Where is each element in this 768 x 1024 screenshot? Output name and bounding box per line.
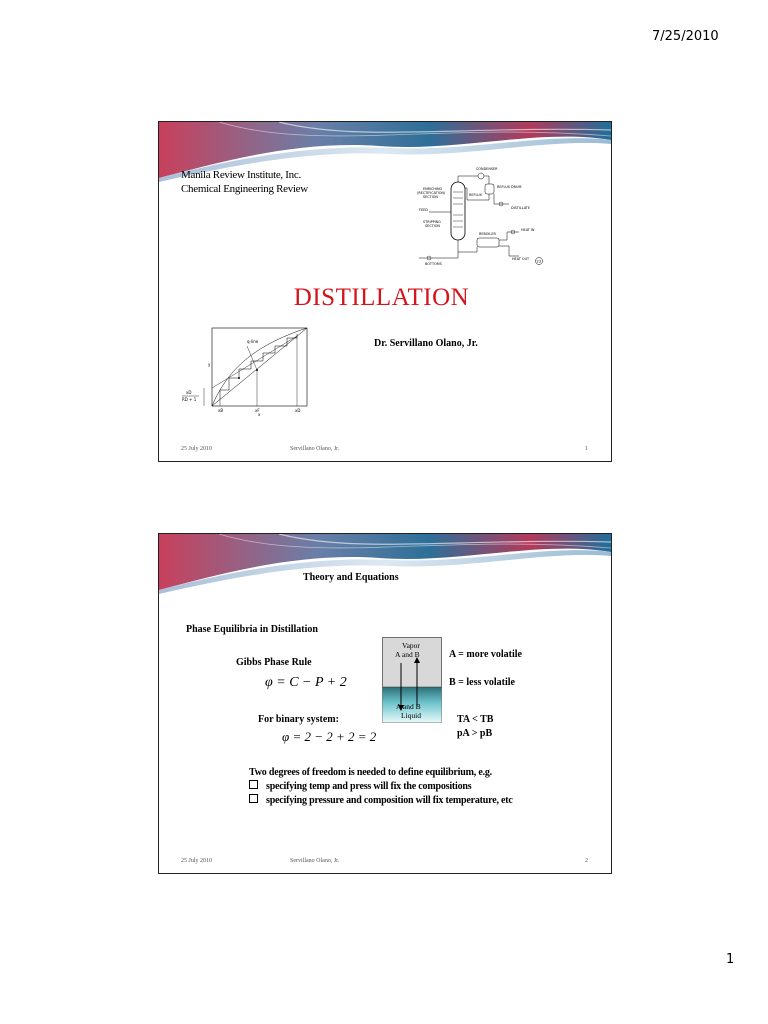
label-reflux-drum: REFLUX DRUM [497, 185, 522, 189]
label-reflux: REFLUX [469, 193, 482, 197]
label-condenser: CONDENSER [476, 167, 498, 171]
label-bottoms: BOTTOMS [425, 262, 442, 266]
vessel-vapor-ab: A and B [395, 650, 420, 659]
label-stripping-section: SECTION [425, 224, 440, 228]
institute-heading [181, 168, 308, 196]
slide-title: Theory and Equations [303, 572, 399, 583]
gibbs-equation: φ = C − P + 2 [265, 675, 347, 690]
graph-x-label: x [258, 412, 261, 416]
gibbs-label: Gibbs Phase Rule [236, 657, 312, 668]
label-stripping: STRIPPING [423, 220, 441, 224]
slide-2 [158, 533, 612, 874]
checkbox-bullet-icon [249, 780, 258, 789]
institute-name: Manila Review Institute, Inc. [181, 169, 301, 181]
graph-xb-label: xB [218, 408, 224, 413]
vapor-liquid-vessel [382, 637, 442, 723]
bullet-item [249, 794, 513, 806]
footer-author: Servillano Olano, Jr. [290, 858, 340, 864]
label-enriching: ENRICHING [423, 187, 443, 191]
bullet-text: specifying temp and press will fix the compositions [266, 781, 472, 792]
label-reboiler: REBOILER [479, 232, 496, 236]
label-heat-out: HEAT OUT [512, 257, 530, 261]
page-number: 1 [726, 952, 735, 967]
slide-1 [158, 121, 612, 462]
footer-slide-number: 2 [585, 858, 588, 864]
binary-label: For binary system: [258, 714, 339, 725]
slide-author: Dr. Servillano Olano, Jr. [374, 338, 478, 349]
graph-intercept-num: xD [186, 390, 192, 395]
graph-y-label: y [208, 362, 211, 367]
label-heat-in: HEAT IN [521, 228, 535, 232]
pressure-relation: pA > pB [457, 728, 493, 739]
graph-intercept-den: RD + 1 [182, 397, 197, 402]
degrees-of-freedom-text: Two degrees of freedom is needed to define equilibrium, e.g. [249, 767, 492, 778]
vessel-liquid-label: Liquid [401, 711, 421, 720]
footer-date: 25 July 2010 [181, 446, 213, 452]
slide-banner [159, 534, 611, 594]
binary-equation: φ = 2 − 2 + 2 = 2 [282, 729, 377, 744]
footer-author: Servillano Olano, Jr. [290, 446, 340, 452]
graph-xf-label: xF [255, 408, 260, 413]
page-date: 7/25/2010 [652, 29, 719, 44]
footer-date: 25 July 2010 [181, 858, 213, 864]
footer-slide-number: 1 [585, 446, 588, 452]
course-name: Chemical Engineering Review [181, 183, 308, 195]
checkbox-bullet-icon [249, 794, 258, 803]
b-volatile-text: B = less volatile [449, 677, 515, 688]
label-rectification: (RECTIFICATION) [417, 191, 446, 195]
vessel-vapor-label: Vapor [402, 641, 420, 650]
mccabe-thiele-graph [177, 326, 312, 416]
slide-title: DISTILLATION [293, 284, 470, 311]
bullet-item [249, 780, 471, 792]
distillation-column-diagram [409, 160, 594, 272]
temperature-relation: TA < TB [457, 714, 494, 725]
graph-qline-label: q-line [247, 339, 259, 344]
bullet-text: specifying pressure and composition will fix temperature, etc [266, 795, 513, 806]
vessel-liquid-ab: A and B [396, 702, 421, 711]
label-step-number: 23 [536, 259, 542, 264]
label-feed: FEED [419, 208, 428, 212]
graph-xd-label: xD [295, 408, 301, 413]
label-section: SECTION [423, 195, 438, 199]
phase-heading: Phase Equilibria in Distillation [186, 624, 318, 635]
label-distillate: DISTILLATE [511, 206, 530, 210]
a-volatile-text: A = more volatile [449, 649, 522, 660]
